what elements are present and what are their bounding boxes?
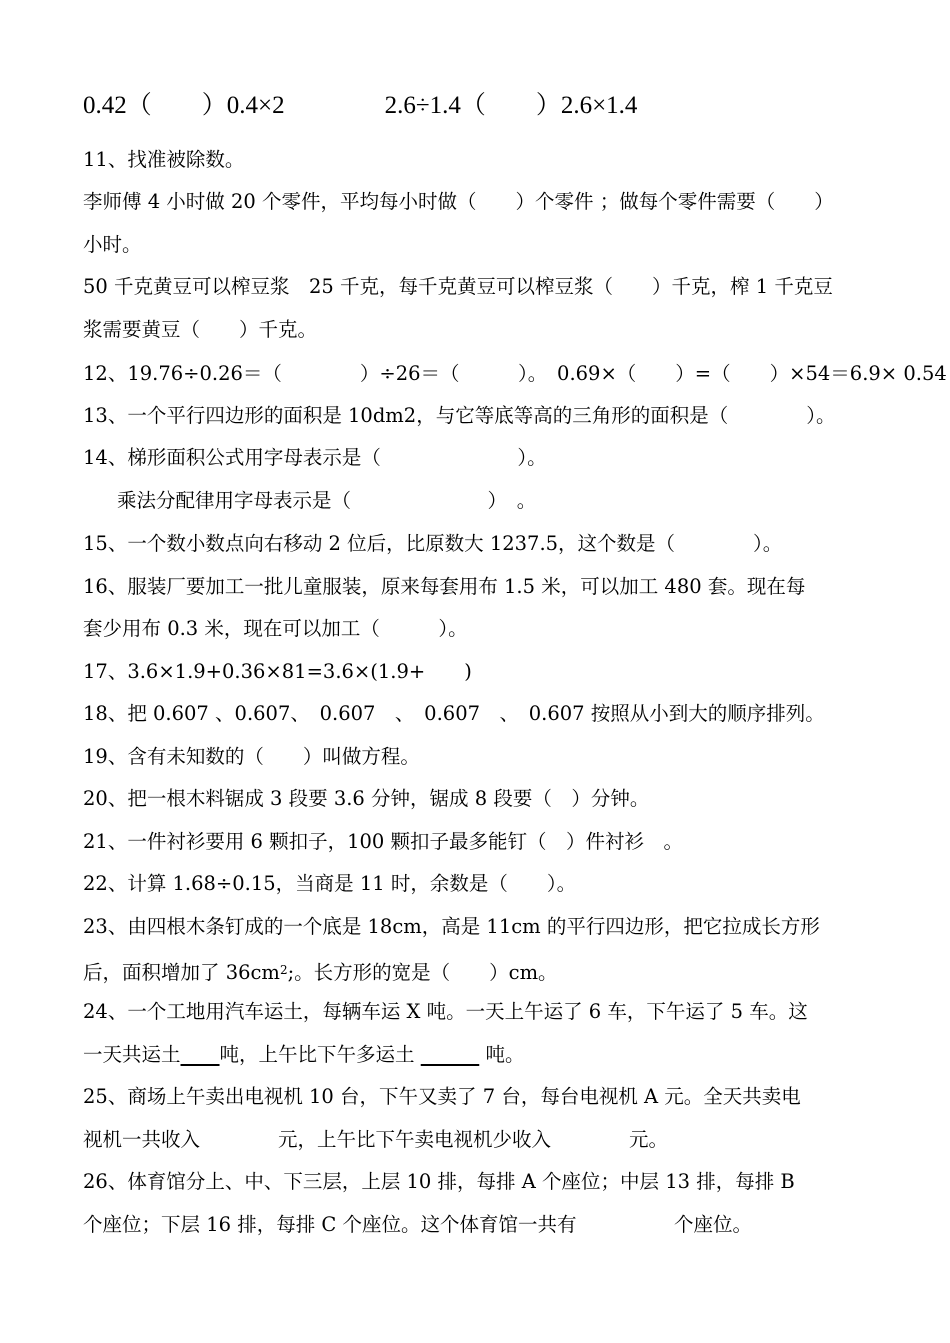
question-25-line1: 25、商场上午卖出电视机 10 台，下午又卖了 7 台，每台电视机 A 元。全天共卖电 [83, 1085, 801, 1108]
question-24-line2 [83, 1041, 873, 1069]
question-26-line1: 26、体育馆分上、中、下三层，上层 10 排，每排 A 个座位；中层 13 排，每排 B [83, 1170, 795, 1193]
question-11-title: 11、找准被除数。 [83, 148, 245, 171]
answer-blank-1 [181, 1043, 220, 1066]
question-20: 20、把一根木料锯成 3 段要 3.6 分钟，锯成 8 段要（ ）分钟。 [83, 787, 650, 810]
question-10-compare: 0.42（ ）0.4×2 2.6÷1.4（ ）2.6×1.4 [83, 92, 638, 119]
question-13: 13、一个平行四边形的面积是 10dm2，与它等底等高的三角形的面积是（ ）。 [83, 404, 836, 427]
answer-blank-2 [421, 1043, 480, 1066]
question-24-text-b: 吨，上午比下午多运土 [219, 1043, 421, 1066]
question-11-part1-line1: 李师傅 4 小时做 20 个零件，平均每小时做（ ）个零件 ；做每个零件需要（ ） [83, 190, 834, 213]
question-24-line1: 24、一个工地用汽车运土，每辆车运 X 吨。一天上午运了 6 车，下午运了 5 车。这 [83, 1000, 808, 1023]
question-16-line2: 套少用布 0.3 米，现在可以加工（ ）。 [83, 617, 468, 640]
question-24-text-a: 一天共运土 [83, 1043, 181, 1066]
question-14-line1: 14、梯形面积公式用字母表示是（ ）。 [83, 446, 547, 469]
question-21: 21、一件衬衫要用 6 颗扣子，100 颗扣子最多能钉（ ）件衬衫 。 [83, 830, 684, 853]
question-26-line2: 个座位；下层 16 排，每排 C 个座位。这个体育馆一共有 个座位。 [83, 1213, 753, 1236]
question-23-line1: 23、由四根木条钉成的一个底是 18cm，高是 11cm 的平行四边形，把它拉成长方形 [83, 915, 820, 938]
question-14-line2: 乘法分配律用字母表示是（ ） 。 [117, 489, 537, 512]
question-19: 19、含有未知数的（ ）叫做方程。 [83, 745, 420, 768]
question-17: 17、3.6×1.9+0.36×81=3.6×(1.9+ ) [83, 660, 472, 683]
question-23-text-a: 后，面积增加了 36cm [83, 961, 280, 984]
question-24-text-c: 吨。 [479, 1043, 525, 1066]
question-25-line2: 视机一共收入 元，上午比下午卖电视机少收入 元。 [83, 1128, 669, 1151]
superscript-2: 2 [279, 963, 288, 977]
question-18: 18、把 0.607 、0.607、 0.607 、 0.607 、 0.607 按照从小到大的顺序排列。 [83, 702, 825, 725]
question-23-line2 [83, 956, 873, 987]
question-22: 22、计算 1.68÷0.15，当商是 11 时，余数是（ ）。 [83, 872, 577, 895]
question-11-part1-line2: 小时。 [83, 233, 142, 256]
question-12: 12、19.76÷0.26＝（ ）÷26＝（ ）。 0.69×（ ）=（ ）×54＝6.9× 0.54 [83, 362, 947, 385]
question-11-part2-line1: 50 千克黄豆可以榨豆浆 25 千克，每千克黄豆可以榨豆浆（ ）千克，榨 1 千克豆 [83, 275, 833, 298]
question-23-text-b: ;。长方形的宽是（ ）cm。 [287, 961, 558, 984]
question-11-part2-line2: 浆需要黄豆（ ）千克。 [83, 318, 318, 341]
question-15: 15、一个数小数点向右移动 2 位后，比原数大 1237.5，这个数是（ ）。 [83, 532, 783, 555]
question-16-line1: 16、服装厂要加工一批儿童服装，原来每套用布 1.5 米，可以加工 480 套。现在每 [83, 575, 806, 598]
